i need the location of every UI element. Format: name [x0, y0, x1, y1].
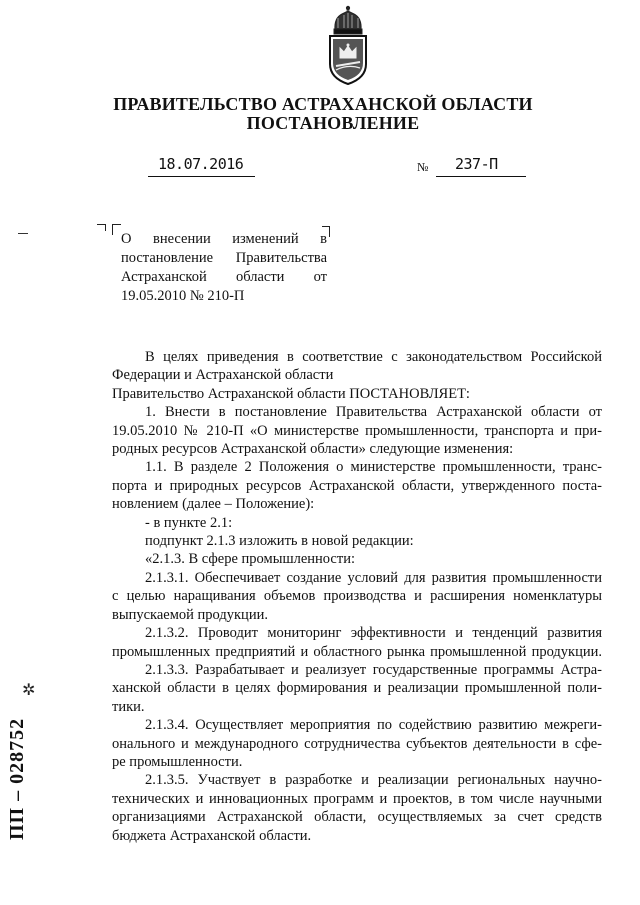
body-line: порта и природных ресурсов Астраханской области, утвержденного поста-	[112, 477, 602, 494]
subject-line: 19.05.2010 № 210-П	[121, 288, 245, 304]
corner-bracket	[97, 224, 106, 231]
body-line: выпускаемой продукции.	[112, 606, 268, 623]
body-line: онального и международного сотрудничества субъектов деятельности в сфе-	[112, 735, 602, 752]
margin-mark	[18, 233, 28, 234]
flower-icon: ✲	[22, 682, 36, 699]
body-line: промышленных предприятий и областного рынка промышленной продукции.	[112, 643, 602, 660]
date-underline	[148, 176, 255, 177]
body-line: 1.1. В разделе 2 Положения о министерстве промышленности, транс-	[145, 459, 602, 476]
number-sign: №	[417, 160, 429, 174]
subject-line: Астраханской области от	[121, 269, 327, 285]
document-number: 237-П	[455, 155, 498, 173]
subject-line: постановление Правительства	[121, 250, 327, 266]
body-line: Федерации и Астраханской области	[112, 367, 334, 384]
government-title: ПРАВИТЕЛЬСТВО АСТРАХАНСКОЙ ОБЛАСТИ	[113, 94, 533, 114]
document-subject	[121, 230, 327, 306]
document-type: ПОСТАНОВЛЕНИЕ	[246, 113, 420, 133]
body-line: новлением (далее – Положение):	[112, 496, 315, 513]
number-underline	[436, 176, 526, 177]
body-line: тики.	[112, 698, 145, 715]
registration-stamp: ПП – 028752	[6, 717, 28, 840]
body-line: 1. Внести в постановление Правительства Астраханской области от	[145, 404, 602, 421]
corner-bracket	[112, 224, 121, 235]
subject-line: О внесении изменений в	[121, 231, 327, 247]
body-line: родных ресурсов Астраханской области» следующие изменения:	[112, 441, 514, 458]
body-line: технических и инновационных программ и проектов, в том числе научными	[112, 790, 602, 807]
body-line: 2.1.3.5. Участвует в разработке и реализации региональных научно-	[145, 772, 602, 789]
body-line: бюджета Астраханской области.	[112, 827, 312, 844]
body-line: 2.1.3.4. Осуществляет мероприятия по содействию развитию межреги-	[145, 717, 602, 734]
document-date: 18.07.2016	[158, 155, 244, 173]
body-line: 2.1.3.2. Проводит мониторинг эффективности и тенденций развития	[145, 625, 602, 642]
coat-of-arms-emblem	[322, 4, 374, 88]
body-line: Правительство Астраханской области ПОСТАНОВЛЯЕТ:	[112, 385, 470, 402]
body-line: - в пункте 2.1:	[145, 514, 233, 531]
body-line: 2.1.3.3. Разрабатывает и реализует государственные программы Астра-	[145, 661, 602, 678]
body-line: ре промышленности.	[112, 753, 243, 770]
body-line: с целью наращивания объемов производства и расширения номенклатуры	[112, 588, 602, 605]
body-line: ханской области в целях формирования и реализации промышленной поли-	[112, 680, 602, 697]
body-line: 19.05.2010 № 210-П «О министерстве промышленности, транспорта и при-	[112, 422, 602, 439]
document-body	[112, 348, 602, 845]
body-line: подпункт 2.1.3 изложить в новой редакции:	[145, 533, 414, 550]
body-line: 2.1.3.1. Обеспечивает создание условий для развития промышленности	[145, 569, 602, 586]
body-line: организациями Астраханской области, осуществляемых за счет средств	[112, 809, 602, 826]
body-line: В целях приведения в соответствие с законодательством Российской	[145, 349, 602, 365]
body-line: «2.1.3. В сфере промышленности:	[145, 551, 355, 568]
